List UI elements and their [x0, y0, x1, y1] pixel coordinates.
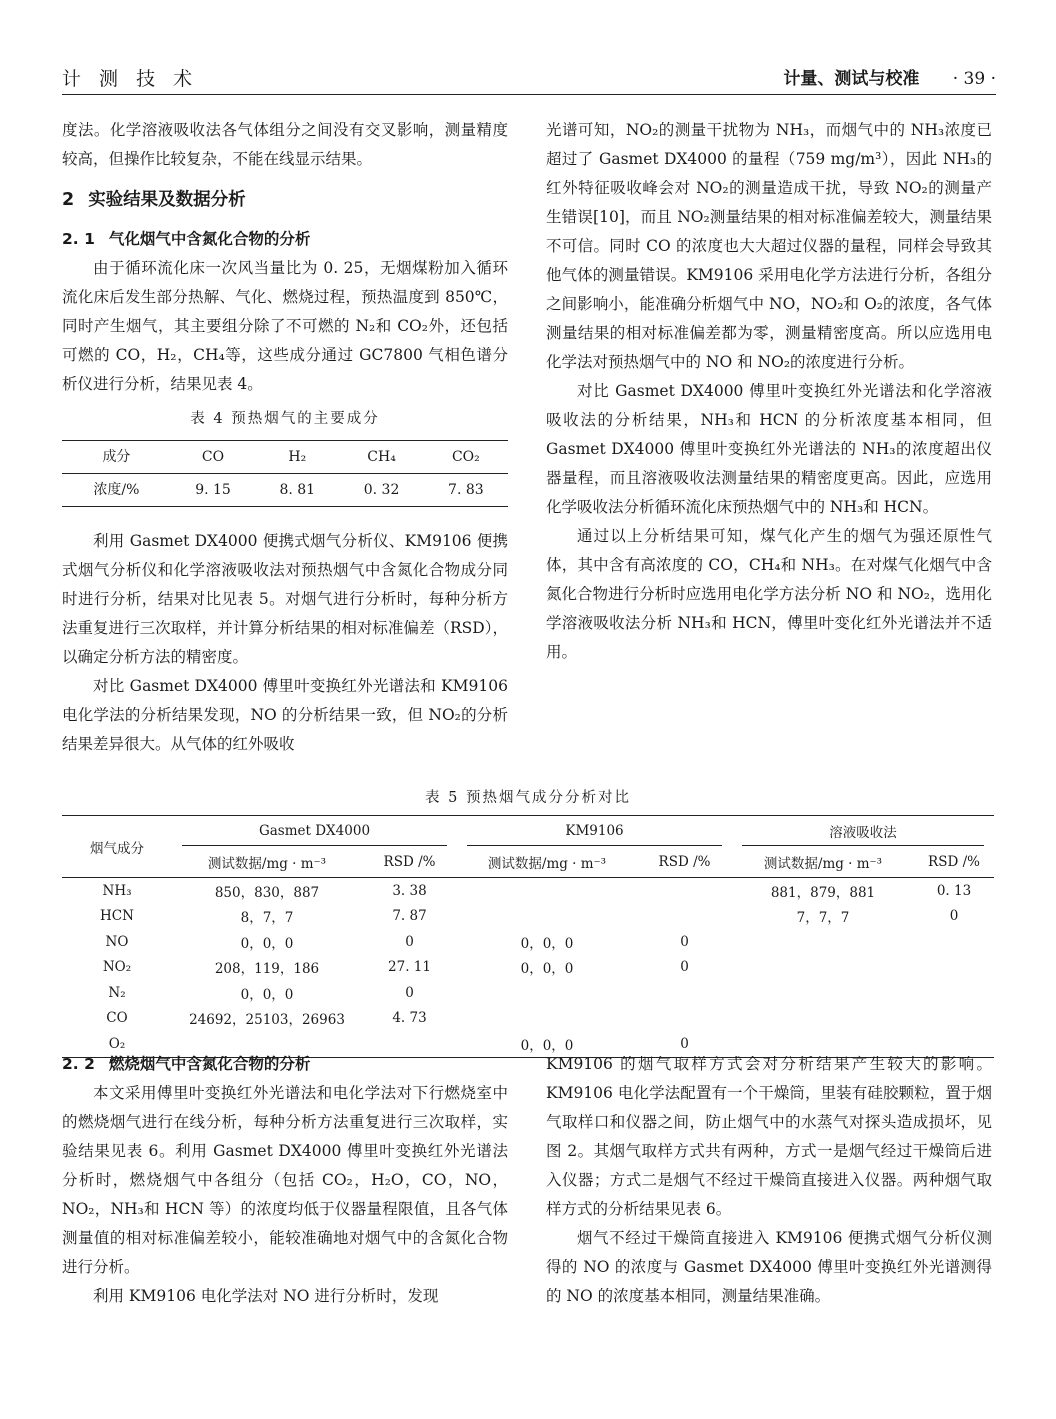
- table5-cell: 0，0，0: [457, 1031, 637, 1057]
- table5-cell: [457, 878, 637, 904]
- subsection-title: 气化烟气中含氮化合物的分析: [108, 230, 311, 248]
- table5-cell: 0: [405, 984, 414, 1001]
- table5-cell: [914, 1006, 994, 1032]
- table5-subheader: RSD /%: [362, 846, 457, 878]
- table5-row-label: NH₃: [102, 882, 132, 899]
- table5-row-label: O₂: [62, 1031, 172, 1057]
- table5-cell: 0，0，0: [520, 961, 574, 978]
- table5-cell: [914, 980, 994, 1006]
- table5-cell: [732, 980, 914, 1006]
- table5-cell: 0，0，0: [240, 986, 294, 1003]
- table5-row: [62, 980, 994, 1006]
- table5-row-label: NO₂: [102, 959, 132, 976]
- table5-cell: 0: [680, 959, 689, 976]
- paragraph: 由于循环流化床一次风当量比为 0. 25，无烟煤粉加入循环流化床后发生部分热解、气化、燃烧过程，预热温度到 850℃，同时产生烟气，其主要组分除了不可燃的 N₂和 CO₂外，还包括可燃的 CO，H₂，CH₄等，这些成分通过 GC7800 气相色谱分析仪进行分析，结果见表 4。: [62, 259, 508, 393]
- table5-cell: [732, 955, 914, 981]
- subsection-title: 燃烧烟气中含氮化合物的分析: [108, 1055, 311, 1073]
- table5: [62, 815, 994, 1058]
- table5-body: [62, 878, 994, 1058]
- table4-header-cell: CH₄: [339, 441, 423, 474]
- table4-cell: 7. 83: [424, 474, 508, 507]
- table4-header-cell: CO: [171, 441, 255, 474]
- table5-cell: [732, 1006, 914, 1032]
- section-number: 2: [62, 190, 75, 210]
- table5-cell: [914, 929, 994, 955]
- table5-group-header: Gasmet DX4000: [172, 816, 457, 847]
- table4-header-cell: 成分: [62, 441, 171, 474]
- paragraph: 对比 Gasmet DX4000 傅里叶变换红外光谱法和化学溶液吸收法的分析结果，NH₃和 HCN 的分析浓度基本相同，但 Gasmet DX4000 傅里叶变换红外光谱法的 NH₃的浓度超出仪器量程，而且溶液吸收法测量结果的精密度更高。因此，应选用化学吸收法分析循环流化床预热烟气中的 NH₃和 HCN。: [546, 382, 992, 516]
- page-number: · 39 ·: [952, 69, 996, 89]
- table5-cell: 7. 87: [392, 908, 427, 925]
- header-right: [783, 64, 996, 89]
- table5-subheader: RSD /%: [914, 846, 994, 878]
- table5-row: [62, 904, 994, 930]
- table4-caption: 表 4 预热烟气的主要成分: [190, 411, 380, 427]
- table5-cell: [732, 929, 914, 955]
- table5-row-header: 烟气成分: [62, 816, 172, 878]
- bottom-right-column: [546, 1050, 992, 1311]
- table4-cell: 8. 81: [255, 474, 339, 507]
- table4-cell: 9. 15: [171, 474, 255, 507]
- table5-subheader: 测试数据/mg · m⁻³: [457, 846, 637, 878]
- table5-cell: 208，119，186: [214, 961, 320, 978]
- paragraph: 烟气不经过干燥筒直接进入 KM9106 便携式烟气分析仪测得的 NO 的浓度与 Gasmet DX4000 傅里叶变换红外光谱测得的 NO 的浓度基本相同，测量结果准确。: [546, 1229, 992, 1305]
- table5-cell: 24692，25103，26963: [189, 1012, 345, 1029]
- paragraph: 本文采用傅里叶变换红外光谱法和电化学法对下行燃烧室中的燃烧烟气进行在线分析，每种分析方法重复进行三次取样，实验结果见表 6。利用 Gasmet DX4000 傅里叶变换红外光谱法分析时，燃烧烟气中各组分（包括 CO₂，H₂O，CO，NO，NO₂，NH₃和 HCN 等）的浓度均低于仪器量程限值，且各气体测量值的相对标准偏差较小，能较准确地对烟气中的含氮化合物进行分析。: [62, 1084, 508, 1276]
- table5-cell: 0: [637, 1031, 732, 1057]
- table5-row-label: HCN: [100, 908, 134, 925]
- paragraph: 对比 Gasmet DX4000 傅里叶变换红外光谱法和 KM9106 电化学法的分析结果发现，NO 的分析结果一致，但 NO₂的分析结果差异很大。从气体的红外吸收: [62, 677, 508, 753]
- table5-cell: [637, 904, 732, 930]
- table5-row-label: NO: [105, 933, 129, 950]
- table5-cell: [637, 878, 732, 904]
- subsection-number: 2. 1: [62, 230, 95, 248]
- paragraph: 光谱可知，NO₂的测量干扰物为 NH₃，而烟气中的 NH₃浓度已超过了 Gasmet DX4000 的量程（759 mg/m³），因此 NH₃的红外特征吸收峰会对 NO₂的测量造成干扰，导致 NO₂的测量产生错误[10]，而且 NO₂测量结果的相对标准偏差较大，测量结果不可信。同时 CO 的浓度也大大超过仪器的量程，同样会导致其他气体的测量错误。KM9106 采用电化学方法进行分析，各组分之间影响小，能准确分析烟气中 NO，NO₂和 O₂的浓度，各气体测量结果的相对标准偏差都为零，测量精密度高。所以应选用电化学法对预热烟气中的 NO 和 NO₂的浓度进行分析。: [546, 121, 992, 371]
- table5-row: [62, 1006, 994, 1032]
- subsection-heading: [62, 1050, 508, 1079]
- table5-group-header-row: [62, 816, 994, 847]
- table5-row: [62, 878, 994, 904]
- bottom-left-column: [62, 1050, 508, 1311]
- table5-cell: 3. 38: [392, 882, 427, 899]
- right-column: [546, 116, 992, 667]
- table5-cell: [637, 1006, 732, 1032]
- running-header: [62, 64, 996, 95]
- table5-group-header: KM9106: [457, 816, 732, 847]
- table5-subheader: 测试数据/mg · m⁻³: [732, 846, 914, 878]
- table4-row: [62, 474, 508, 507]
- table5-subheader-row: [62, 846, 994, 878]
- journal-name: 计 测 技 术: [62, 68, 199, 90]
- table5-cell: 7，7，7: [796, 910, 850, 927]
- paragraph: 利用 KM9106 电化学法对 NO 进行分析时，发现: [93, 1287, 439, 1305]
- table5-cell: 850，830，887: [214, 884, 320, 901]
- section-name: 计量、测试与校准: [783, 69, 920, 89]
- table5-cell: [914, 955, 994, 981]
- paragraph: 度法。化学溶液吸收法各气体组分之间没有交叉影响，测量精度较高，但操作比较复杂，不能在线显示结果。: [62, 121, 508, 168]
- table5-block: [62, 786, 994, 1058]
- table5-cell: [457, 904, 637, 930]
- table5-cell: 881，879，881: [770, 884, 876, 901]
- table4-header-cell: CO₂: [424, 441, 508, 474]
- table4: [62, 440, 508, 507]
- section-heading: [62, 186, 508, 215]
- table5-cell: [637, 980, 732, 1006]
- table5-cell: 0. 13: [936, 882, 972, 899]
- table5-row-label: N₂: [108, 984, 126, 1001]
- table5-cell: 0，0，0: [520, 935, 574, 952]
- paragraph: KM9106 的烟气取样方式会对分析结果产生较大的影响。KM9106 电化学法配置有一个干燥筒，里装有硅胶颗粒，置于烟气取样口和仪器之间，防止烟气中的水蒸气对探头造成损坏，见图 2。其烟气取样方式共有两种，方式一是烟气经过干燥筒后进入仪器；方式二是烟气不经过干燥筒直接进入仪器。两种烟气取样方式的分析结果见表 6。: [546, 1055, 992, 1218]
- table5-row: [62, 955, 994, 981]
- table4-header-cell: H₂: [255, 441, 339, 474]
- left-column: [62, 116, 508, 759]
- table5-subheader: RSD /%: [637, 846, 732, 878]
- paragraph: 通过以上分析结果可知，煤气化产生的烟气为强还原性气体，其中含有高浓度的 CO，CH₄和 NH₃。在对煤气化烟气中含氮化合物进行分析时应选用电化学方法分析 NO 和 NO₂，选用化学溶液吸收法分析 NH₃和 HCN，傅里叶变化红外光谱法并不适用。: [546, 527, 992, 661]
- table5-cell: [457, 980, 637, 1006]
- table5-cell: 27. 11: [388, 959, 431, 976]
- subsection-heading: [62, 225, 508, 254]
- table4-header-row: [62, 441, 508, 474]
- paragraph: 利用 Gasmet DX4000 便携式烟气分析仪、KM9106 便携式烟气分析仪和化学溶液吸收法对预热烟气中含氮化合物成分同时进行分析，结果对比见表 5。对烟气进行分析时，每种分析方法重复进行三次取样，并计算分析结果的相对标准偏差（RSD），以确定分析方法的精密度。: [62, 532, 508, 666]
- subsection-number: 2. 2: [62, 1055, 95, 1073]
- table5-row-label: CO: [106, 1010, 128, 1027]
- table5-cell: 0: [680, 933, 689, 950]
- table5-caption: 表 5 预热烟气成分分析对比: [425, 790, 631, 806]
- section-title: 实验结果及数据分析: [88, 190, 246, 210]
- table5-cell: 0: [405, 933, 414, 950]
- table5-cell: [457, 1006, 637, 1032]
- table5-row: [62, 929, 994, 955]
- table4-cell: 浓度/%: [62, 474, 171, 507]
- table5-cell: 0: [949, 908, 959, 925]
- table4-cell: 0. 32: [339, 474, 423, 507]
- table5-group-header: 溶液吸收法: [732, 816, 994, 847]
- table5-cell: 8，7，7: [240, 910, 294, 927]
- table5-cell: 0，0，0: [240, 935, 294, 952]
- table5-subheader: 测试数据/mg · m⁻³: [172, 846, 362, 878]
- table5-cell: 4. 73: [392, 1010, 427, 1027]
